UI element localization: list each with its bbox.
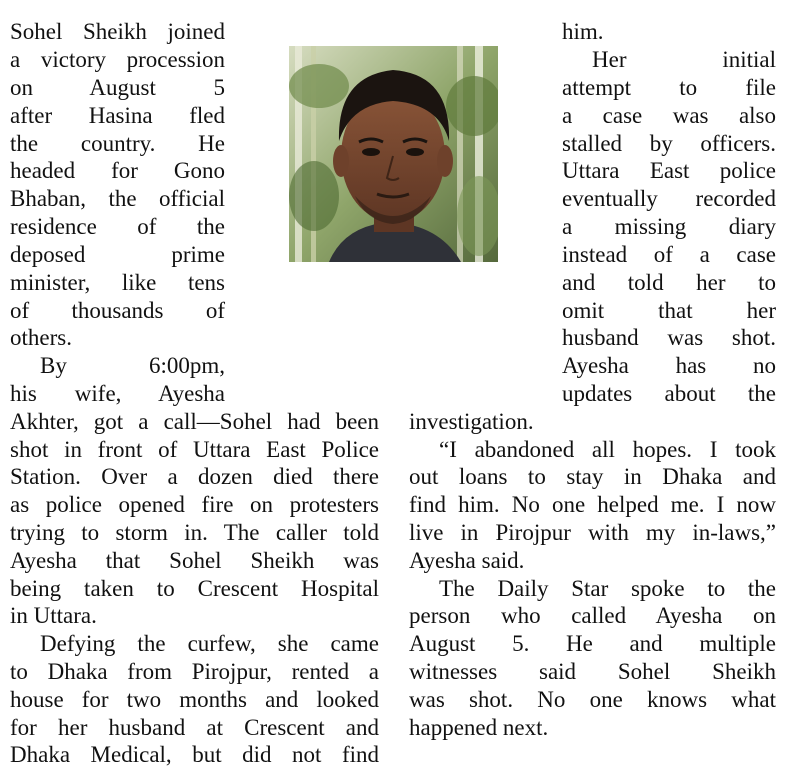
text-line: to Dhaka from Pirojpur, rented a	[10, 659, 379, 684]
text-line: The Daily Star spoke to the	[439, 576, 776, 601]
text-line: others.	[10, 325, 72, 350]
text-line: find him. No one helped me. I now	[409, 492, 776, 517]
text-line: trying to storm in. The caller told	[10, 520, 379, 545]
text-line: Ayesha that Sohel Sheikh was	[10, 548, 379, 573]
text-line: residence of the	[10, 214, 225, 239]
text-line: out loans to stay in Dhaka and	[409, 464, 776, 489]
text-line: him.	[562, 19, 604, 44]
text-line: on August 5	[10, 75, 225, 100]
text-line: the country. He	[10, 131, 225, 156]
text-line: after Hasina fled	[10, 103, 225, 128]
text-line: Station. Over a dozen died there	[10, 464, 379, 489]
text-line: for her husband at Crescent and	[10, 715, 379, 740]
text-line: Ayesha has no	[562, 353, 776, 378]
text-line: minister, like tens	[10, 270, 225, 295]
text-line: eventually recorded	[562, 186, 776, 211]
text-line: “I abandoned all hopes. I took	[439, 437, 776, 462]
text-line: Bhaban, the official	[10, 186, 225, 211]
text-line: Defying the curfew, she came	[40, 631, 379, 656]
text-line: investigation.	[409, 409, 534, 434]
text-line: and told her to	[562, 270, 776, 295]
text-line: being taken to Crescent Hospital	[10, 576, 379, 601]
text-line: house for two months and looked	[10, 687, 379, 712]
text-line: a case was also	[562, 103, 776, 128]
text-line: Uttara East police	[562, 158, 776, 183]
text-line: person who called Ayesha on	[409, 603, 776, 628]
portrait-image	[289, 46, 498, 262]
text-line: Ayesha said.	[409, 548, 525, 573]
text-line: omit that her	[562, 298, 776, 323]
text-line: as police opened fire on protesters	[10, 492, 379, 517]
text-line: witnesses said Sohel Sheikh	[409, 659, 776, 684]
text-line: Sohel Sheikh joined	[10, 19, 225, 44]
text-line: husband was shot.	[562, 325, 776, 350]
text-line: of thousands of	[10, 298, 225, 323]
text-line: headed for Gono	[10, 158, 225, 183]
text-line: in Uttara.	[10, 603, 97, 628]
text-line: a victory procession	[10, 47, 225, 72]
text-line: shot in front of Uttara East Police	[10, 437, 379, 462]
text-line: deposed prime	[10, 242, 225, 267]
text-line: instead of a case	[562, 242, 776, 267]
text-line: attempt to file	[562, 75, 776, 100]
portrait-photo	[289, 46, 498, 262]
text-line: August 5. He and multiple	[409, 631, 776, 656]
text-line: live in Pirojpur with my in-laws,”	[409, 520, 776, 545]
text-line: Akhter, got a call—Sohel had been	[10, 409, 379, 434]
text-line: his wife, Ayesha	[10, 381, 225, 406]
text-line: Her initial	[592, 47, 776, 72]
text-line: happened next.	[409, 715, 549, 740]
text-line: stalled by officers.	[562, 131, 776, 156]
text-line: was shot. No one knows what	[409, 687, 776, 712]
text-line: a missing diary	[562, 214, 776, 239]
text-line: updates about the	[562, 381, 776, 406]
text-line: By 6:00pm,	[40, 353, 225, 378]
text-line: Dhaka Medical, but did not find	[10, 742, 379, 767]
